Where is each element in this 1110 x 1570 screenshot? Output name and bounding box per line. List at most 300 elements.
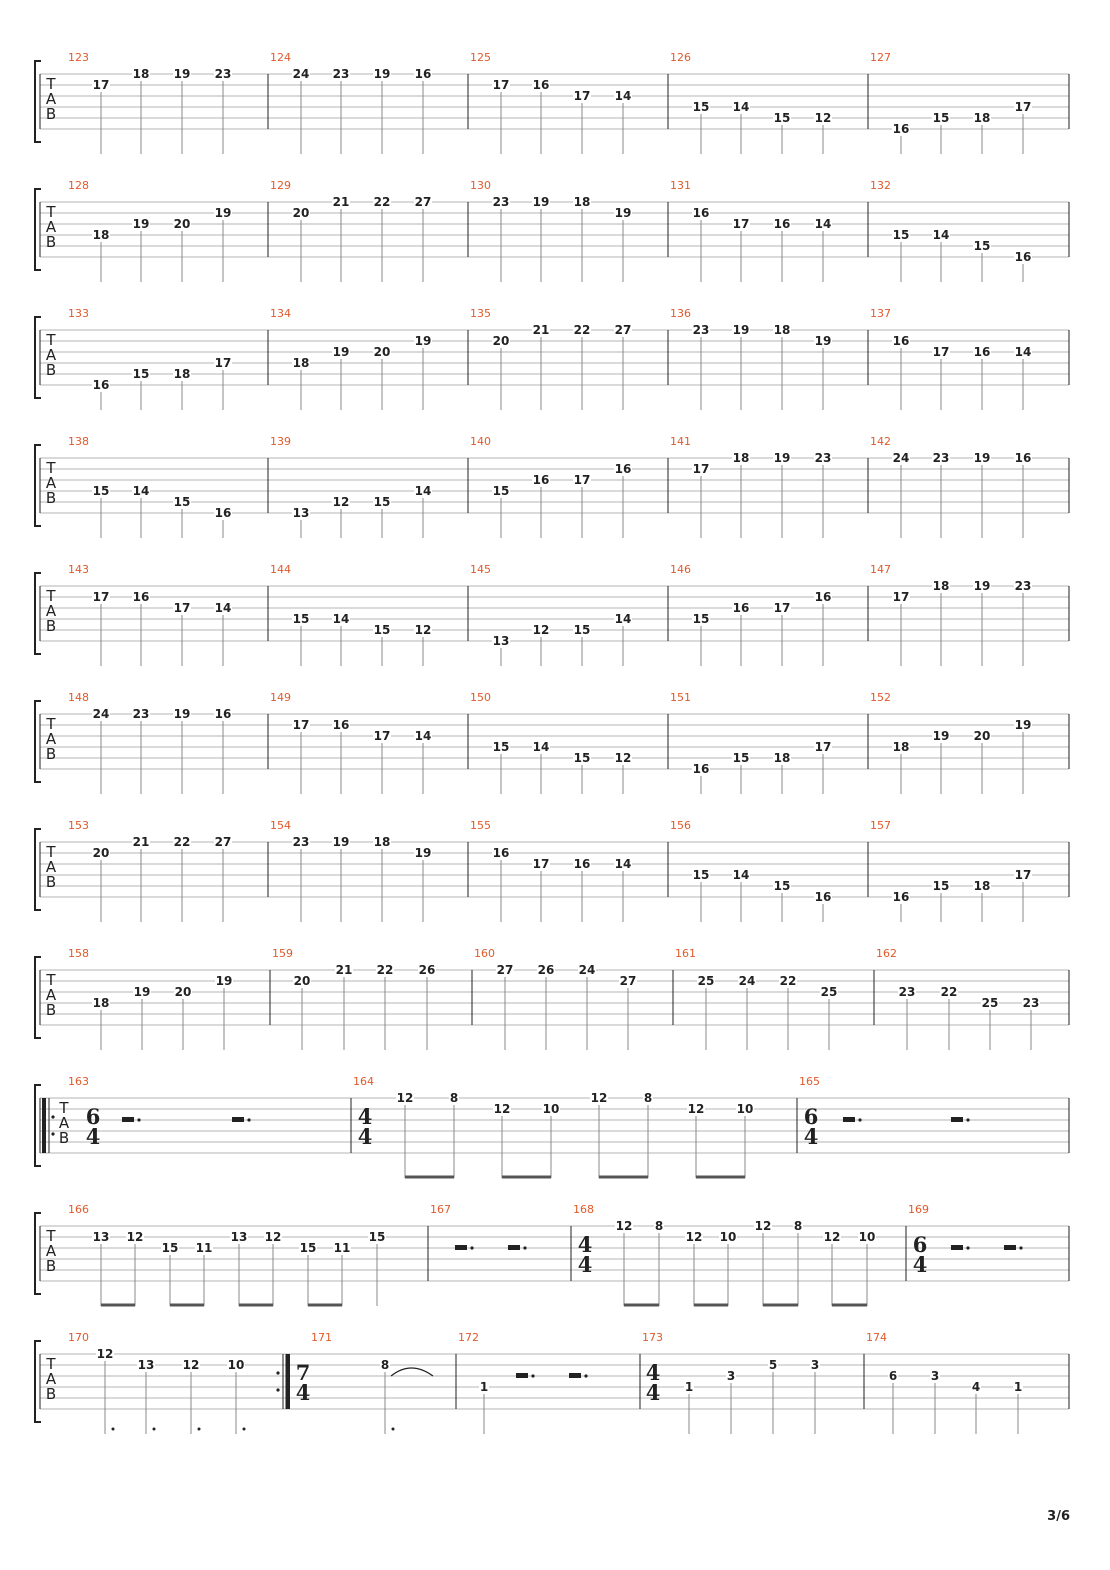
tab-clef-letter: B	[58, 1129, 70, 1147]
tab-note	[132, 217, 150, 282]
tab-note	[732, 323, 750, 410]
tab-note	[214, 835, 232, 922]
fret-number: 15	[132, 367, 150, 381]
fret-number: 19	[973, 451, 991, 465]
fret-number: 15	[292, 612, 310, 626]
tab-note	[692, 323, 710, 410]
tab-note	[335, 963, 353, 1050]
tab-note	[332, 612, 350, 666]
tab-note	[227, 1358, 246, 1434]
rest-dot	[247, 1118, 250, 1121]
fret-number: 15	[373, 623, 391, 637]
tab-clef-letter: B	[45, 105, 57, 123]
fret-number: 16	[132, 590, 150, 604]
measure-number: 166	[68, 1203, 89, 1216]
tab-note	[174, 985, 192, 1050]
measure-number: 171	[311, 1331, 332, 1344]
measure-number: 160	[474, 947, 495, 960]
time-signature-bottom: 4	[295, 1380, 311, 1405]
fret-number: 12	[532, 623, 550, 637]
fret-number: 23	[814, 451, 832, 465]
fret-number: 27	[619, 974, 637, 988]
fret-number: 19	[133, 985, 151, 999]
measure-number: 154	[270, 819, 291, 832]
fret-number: 16	[892, 890, 910, 904]
measure-number: 162	[876, 947, 897, 960]
fret-number: 12	[590, 1091, 608, 1105]
tab-clef-letter: T	[46, 971, 56, 989]
fret-number: 22	[373, 195, 391, 209]
tab-note	[542, 1102, 560, 1178]
half-rest	[1004, 1245, 1016, 1250]
fret-number: 23	[932, 451, 950, 465]
fret-number: 18	[932, 579, 950, 593]
tab-note	[92, 378, 110, 410]
fret-number: 22	[779, 974, 797, 988]
tab-note	[92, 707, 110, 794]
measure-number: 161	[675, 947, 696, 960]
fret-number: 13	[492, 634, 510, 648]
fret-number: 27	[496, 963, 514, 977]
fret-number: 15	[892, 228, 910, 242]
fret-number: 15	[573, 751, 591, 765]
tab-note	[814, 890, 832, 922]
tab-note	[214, 601, 232, 666]
fret-number: 17	[373, 729, 391, 743]
measure-number: 147	[870, 563, 891, 576]
fret-number: 23	[214, 67, 232, 81]
fret-number: 27	[414, 195, 432, 209]
note-dot	[153, 1428, 156, 1431]
tab-note	[573, 751, 591, 794]
tab-note	[373, 195, 391, 282]
tab-note	[537, 963, 555, 1050]
fret-number: 20	[174, 985, 192, 999]
fret-number: 15	[932, 111, 950, 125]
tab-note	[299, 1241, 317, 1306]
tab-note	[292, 206, 310, 282]
fret-number: 17	[1014, 868, 1032, 882]
fret-number: 5	[768, 1358, 778, 1372]
fret-number: 23	[492, 195, 510, 209]
tab-system	[35, 435, 1069, 538]
tab-note	[692, 100, 710, 154]
fret-number: 16	[692, 206, 710, 220]
measure-number: 145	[470, 563, 491, 576]
fret-number: 24	[292, 67, 310, 81]
half-rest	[951, 1117, 963, 1122]
tab-clef-letter: A	[45, 1242, 57, 1260]
tab-note	[1022, 996, 1040, 1050]
tab-note	[396, 1091, 414, 1178]
time-signature-top: 6	[912, 1232, 928, 1257]
half-rest	[843, 1117, 855, 1122]
fret-number: 19	[332, 835, 350, 849]
note-dot	[392, 1428, 395, 1431]
fret-number: 17	[573, 89, 591, 103]
tab-clef-letter: T	[59, 1099, 69, 1117]
fret-number: 14	[532, 740, 550, 754]
fret-number: 27	[614, 323, 632, 337]
tab-note	[373, 495, 391, 538]
fret-number: 17	[492, 78, 510, 92]
tab-note	[414, 846, 432, 922]
fret-number: 21	[532, 323, 550, 337]
tab-note	[496, 963, 514, 1050]
fret-number: 19	[373, 67, 391, 81]
measure-number: 172	[458, 1331, 479, 1344]
fret-number: 17	[773, 601, 791, 615]
tab-note	[1014, 250, 1032, 282]
measure-number: 138	[68, 435, 89, 448]
measure-number: 156	[670, 819, 691, 832]
tab-note	[1013, 1380, 1023, 1434]
tab-note	[1014, 100, 1032, 154]
fret-number: 14	[614, 89, 632, 103]
tab-clef-letter: T	[46, 587, 56, 605]
tab-note	[697, 974, 715, 1050]
tab-note	[173, 835, 191, 922]
tab-note	[492, 195, 510, 282]
measure-number: 127	[870, 51, 891, 64]
measure-number: 149	[270, 691, 291, 704]
tab-system	[35, 1075, 1069, 1178]
measure-number: 174	[866, 1331, 887, 1344]
fret-number: 15	[92, 484, 110, 498]
tab-note	[773, 451, 791, 538]
tab-note	[814, 217, 832, 282]
fret-number: 14	[1014, 345, 1032, 359]
tab-note	[380, 1358, 395, 1434]
tab-note	[137, 1358, 156, 1434]
tab-note	[264, 1230, 282, 1306]
fret-number: 19	[214, 206, 232, 220]
tab-note	[373, 623, 391, 666]
tab-note	[814, 111, 832, 154]
tab-note	[973, 111, 991, 154]
tab-note	[292, 506, 310, 538]
tab-note	[292, 356, 310, 410]
tab-note	[573, 89, 591, 154]
fret-number: 19	[1014, 718, 1032, 732]
fret-number: 16	[614, 462, 632, 476]
fret-number: 19	[414, 846, 432, 860]
tab-note	[773, 217, 791, 282]
tab-note	[732, 868, 750, 922]
tab-note	[492, 634, 510, 666]
tab-clef-letter: T	[46, 459, 56, 477]
tab-note	[932, 879, 950, 922]
tab-note	[614, 751, 632, 794]
measure-number: 158	[68, 947, 89, 960]
rest-dot	[531, 1374, 534, 1377]
tab-note	[971, 1380, 981, 1434]
fret-number: 1	[479, 1380, 489, 1394]
half-rest	[232, 1117, 244, 1122]
fret-number: 22	[376, 963, 394, 977]
fret-number: 16	[1014, 250, 1032, 264]
tab-note	[654, 1219, 664, 1306]
measure-number: 126	[670, 51, 691, 64]
fret-number: 16	[573, 857, 591, 871]
tab-note	[92, 78, 110, 154]
measure-number: 169	[908, 1203, 929, 1216]
tab-clef-letter: B	[45, 1001, 57, 1019]
tab-note	[773, 323, 791, 410]
tab-note	[768, 1358, 778, 1434]
time-signature-top: 4	[577, 1232, 593, 1257]
tab-note	[619, 974, 637, 1050]
fret-number: 18	[92, 996, 110, 1010]
tab-note	[814, 451, 832, 538]
tab-note	[793, 1219, 803, 1306]
fret-number: 15	[773, 879, 791, 893]
tab-clef-letter: T	[46, 1227, 56, 1245]
tab-note	[643, 1091, 653, 1178]
measure-number: 155	[470, 819, 491, 832]
measure-number: 151	[670, 691, 691, 704]
time-signature-bottom: 4	[357, 1124, 373, 1149]
measure-number: 131	[670, 179, 691, 192]
rest-dot	[470, 1246, 473, 1249]
fret-number: 12	[126, 1230, 144, 1244]
fret-number: 25	[697, 974, 715, 988]
fret-number: 20	[492, 334, 510, 348]
fret-number: 15	[299, 1241, 317, 1255]
tab-note	[823, 1230, 841, 1306]
tab-note	[892, 122, 910, 154]
fret-number: 16	[892, 122, 910, 136]
fret-number: 24	[738, 974, 756, 988]
fret-number: 17	[1014, 100, 1032, 114]
fret-number: 11	[333, 1241, 351, 1255]
fret-number: 19	[532, 195, 550, 209]
fret-number: 15	[492, 740, 510, 754]
fret-number: 18	[292, 356, 310, 370]
fret-number: 14	[132, 484, 150, 498]
fret-number: 3	[726, 1369, 736, 1383]
fret-number: 6	[888, 1369, 898, 1383]
tab-note	[973, 239, 991, 282]
tab-note	[532, 473, 550, 538]
tab-note	[92, 846, 110, 922]
repeat-dot	[276, 1371, 279, 1374]
tab-note	[173, 601, 191, 666]
tab-note	[373, 67, 391, 154]
tab-clef-letter: A	[45, 986, 57, 1004]
tab-note	[493, 1102, 511, 1178]
tab-note	[692, 762, 710, 794]
tab-note	[732, 100, 750, 154]
tab-note	[973, 879, 991, 922]
tab-note	[132, 590, 150, 666]
fret-number: 15	[161, 1241, 179, 1255]
fret-number: 15	[692, 100, 710, 114]
fret-number: 13	[230, 1230, 248, 1244]
fret-number: 19	[814, 334, 832, 348]
time-signature-bottom: 4	[803, 1124, 819, 1149]
tab-note	[932, 579, 950, 666]
tab-note	[940, 985, 958, 1050]
fret-number: 17	[214, 356, 232, 370]
tab-note	[858, 1230, 876, 1306]
fret-number: 14	[414, 484, 432, 498]
fret-number: 26	[537, 963, 555, 977]
tab-note	[414, 67, 432, 154]
fret-number: 13	[137, 1358, 155, 1372]
tab-note	[492, 484, 510, 538]
fret-number: 14	[732, 868, 750, 882]
fret-number: 23	[332, 67, 350, 81]
tab-note	[332, 195, 350, 282]
rest-dot	[584, 1374, 587, 1377]
fret-number: 20	[173, 217, 191, 231]
tab-note	[418, 963, 436, 1050]
tab-note	[814, 334, 832, 410]
half-rest	[516, 1373, 528, 1378]
tab-note	[292, 612, 310, 666]
tab-note	[161, 1241, 179, 1306]
fret-number: 19	[614, 206, 632, 220]
measure-number: 142	[870, 435, 891, 448]
fret-number: 10	[542, 1102, 560, 1116]
tab-note	[132, 367, 150, 410]
fret-number: 15	[368, 1230, 386, 1244]
fret-number: 12	[264, 1230, 282, 1244]
fret-number: 10	[719, 1230, 737, 1244]
measure-number: 173	[642, 1331, 663, 1344]
fret-number: 17	[92, 590, 110, 604]
half-rest	[122, 1117, 134, 1122]
tab-note	[492, 334, 510, 410]
fret-number: 18	[732, 451, 750, 465]
fret-number: 12	[814, 111, 832, 125]
measure-number: 170	[68, 1331, 89, 1344]
fret-number: 24	[92, 707, 110, 721]
fret-number: 23	[1014, 579, 1032, 593]
fret-number: 21	[335, 963, 353, 977]
tab-clef-letter: T	[46, 331, 56, 349]
fret-number: 24	[578, 963, 596, 977]
fret-number: 8	[380, 1358, 390, 1372]
fret-number: 12	[615, 1219, 633, 1233]
fret-number: 12	[182, 1358, 200, 1372]
fret-number: 16	[332, 718, 350, 732]
tab-note	[414, 195, 432, 282]
fret-number: 12	[493, 1102, 511, 1116]
fret-number: 1	[1013, 1380, 1023, 1394]
tab-note	[182, 1358, 201, 1434]
tab-note	[414, 729, 432, 794]
tab-note	[479, 1380, 489, 1434]
fret-number: 16	[892, 334, 910, 348]
fret-number: 13	[92, 1230, 110, 1244]
fret-number: 11	[195, 1241, 213, 1255]
fret-number: 10	[736, 1102, 754, 1116]
fret-number: 19	[732, 323, 750, 337]
note-dot	[198, 1428, 201, 1431]
measure-number: 163	[68, 1075, 89, 1088]
measure-number: 132	[870, 179, 891, 192]
tab-note	[1014, 345, 1032, 410]
tab-note	[292, 718, 310, 794]
fret-number: 14	[614, 612, 632, 626]
measure-number: 167	[430, 1203, 451, 1216]
fret-number: 23	[1022, 996, 1040, 1010]
time-signature-top: 4	[645, 1360, 661, 1385]
tab-note	[973, 345, 991, 410]
repeat-dot	[51, 1115, 54, 1118]
tab-note	[173, 367, 191, 410]
tab-note	[973, 729, 991, 794]
time-signature-top: 7	[295, 1360, 311, 1385]
fret-number: 15	[692, 612, 710, 626]
repeat-dot	[276, 1388, 279, 1391]
measure-number: 143	[68, 563, 89, 576]
tie-arc	[391, 1368, 433, 1376]
tab-note	[692, 868, 710, 922]
tab-note	[449, 1091, 459, 1178]
fret-number: 16	[92, 378, 110, 392]
tab-note	[132, 484, 150, 538]
fret-number: 16	[732, 601, 750, 615]
fret-number: 19	[973, 579, 991, 593]
tab-note	[779, 974, 797, 1050]
fret-number: 15	[773, 111, 791, 125]
measure-number: 137	[870, 307, 891, 320]
fret-number: 14	[214, 601, 232, 615]
repeat-dot	[51, 1132, 54, 1135]
fret-number: 14	[732, 100, 750, 114]
fret-number: 25	[981, 996, 999, 1010]
fret-number: 17	[532, 857, 550, 871]
fret-number: 19	[414, 334, 432, 348]
fret-number: 23	[292, 835, 310, 849]
fret-number: 18	[173, 367, 191, 381]
tab-clef-letter: A	[45, 858, 57, 876]
tab-note	[736, 1102, 754, 1178]
tab-note	[414, 484, 432, 538]
time-signature-top: 6	[803, 1104, 819, 1129]
fret-number: 24	[892, 451, 910, 465]
fret-number: 16	[814, 890, 832, 904]
tab-note	[132, 707, 150, 794]
tab-note	[376, 963, 394, 1050]
fret-number: 15	[173, 495, 191, 509]
fret-number: 3	[930, 1369, 940, 1383]
tab-note	[684, 1380, 694, 1434]
tab-clef-letter: B	[45, 1257, 57, 1275]
tab-note	[892, 890, 910, 922]
tab-note	[96, 1347, 115, 1434]
fret-number: 14	[614, 857, 632, 871]
fret-number: 17	[292, 718, 310, 732]
tab-system	[35, 947, 1069, 1050]
tab-note	[614, 206, 632, 282]
tab-note	[932, 345, 950, 410]
measure-number: 159	[272, 947, 293, 960]
fret-number: 15	[732, 751, 750, 765]
fret-number: 12	[614, 751, 632, 765]
fret-number: 8	[449, 1091, 459, 1105]
note-dot	[243, 1428, 246, 1431]
tab-clef-letter: A	[45, 346, 57, 364]
fret-number: 19	[173, 707, 191, 721]
fret-number: 10	[858, 1230, 876, 1244]
fret-number: 17	[814, 740, 832, 754]
tab-note	[373, 729, 391, 794]
fret-number: 1	[684, 1380, 694, 1394]
